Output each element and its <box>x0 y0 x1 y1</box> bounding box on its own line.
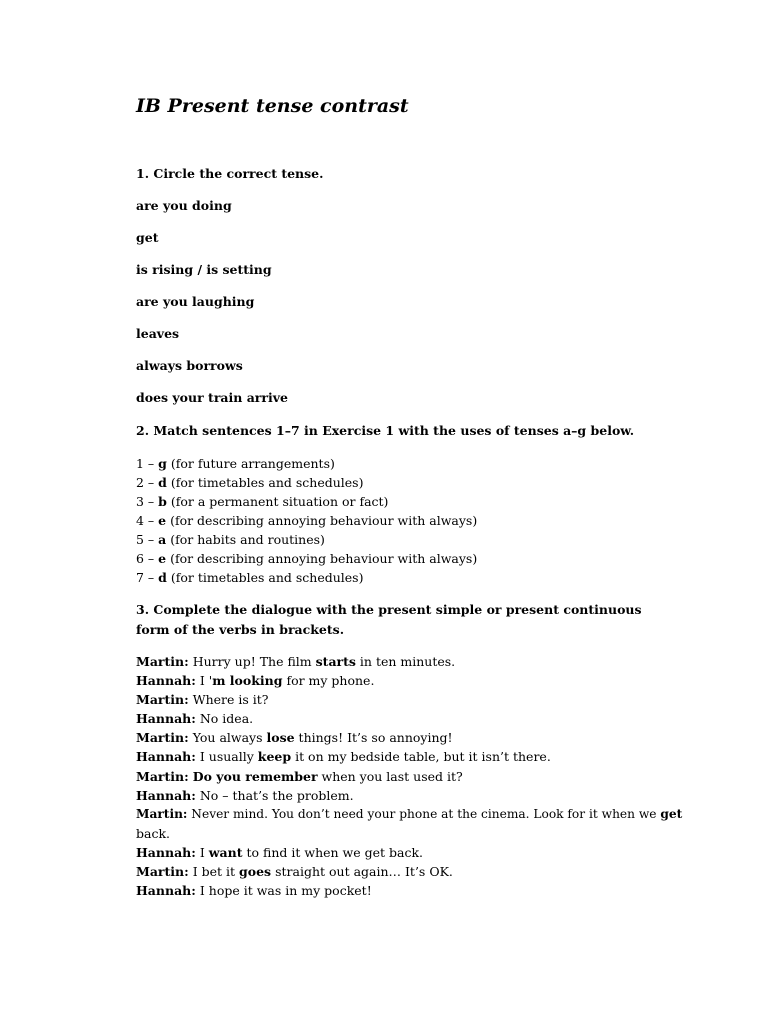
dialogue-text: No idea. <box>195 711 254 726</box>
dialogue-text: back. <box>136 826 171 841</box>
match-letter: e <box>158 513 167 528</box>
exercise-3-heading: 3. Complete the dialogue with the present simple or present continuous form of the verbs in brackets. <box>136 602 642 637</box>
match-separator: – <box>143 532 159 547</box>
match-description: (for timetables and schedules) <box>166 570 364 585</box>
dialogue-line <box>136 786 354 805</box>
dialogue-speaker: Hannah: <box>136 711 196 726</box>
dialogue-text: to find it when we get back. <box>242 845 424 860</box>
match-letter: d <box>158 570 167 585</box>
document-title: IB Present tense contrast <box>136 95 409 117</box>
dialogue-text: things! It’s so annoying! <box>294 730 453 745</box>
dialogue-line <box>136 767 463 786</box>
dialogue-verb: get <box>660 807 683 821</box>
dialogue-verb: m looking <box>212 673 283 688</box>
dialogue-speaker: Martin: <box>136 654 189 669</box>
dialogue-text: it on my bedside table, but it isn’t there. <box>291 749 551 764</box>
exercise-1-answer: is rising / is setting <box>136 262 272 277</box>
match-letter: e <box>158 551 167 566</box>
dialogue-speaker: Martin: <box>136 864 189 879</box>
match-separator: – <box>143 551 159 566</box>
match-letter: g <box>158 456 167 471</box>
dialogue-speaker: Hannah: <box>136 749 196 764</box>
dialogue-speaker: Hannah: <box>136 883 196 898</box>
match-number: 1 <box>136 456 144 471</box>
dialogue-speaker: Martin: <box>136 769 189 784</box>
dialogue-line <box>136 824 170 843</box>
match-letter: b <box>158 494 167 509</box>
match-number: 6 <box>136 551 144 566</box>
dialogue-text: I usually <box>195 749 258 764</box>
dialogue-text: Never mind. You don’t need your phone at the cinema. Look for it when we <box>187 807 661 821</box>
dialogue-line <box>136 671 374 690</box>
match-line <box>136 568 363 587</box>
exercise-1-answer: does your train arrive <box>136 390 288 405</box>
match-line <box>136 454 335 473</box>
match-description: (for timetables and schedules) <box>166 475 364 490</box>
match-separator: – <box>143 513 159 528</box>
dialogue-line <box>136 862 453 881</box>
exercise-2-heading: 2. Match sentences 1–7 in Exercise 1 with the uses of tenses a–g below. <box>136 423 635 438</box>
dialogue-line <box>136 881 372 900</box>
dialogue-text: I <box>195 845 209 860</box>
dialogue-line <box>136 728 453 747</box>
match-line <box>136 549 477 568</box>
dialogue-verb: want <box>208 845 243 860</box>
dialogue-text: for my phone. <box>282 673 375 688</box>
exercise-1-answer: always borrows <box>136 358 243 373</box>
match-line <box>136 473 363 492</box>
match-separator: – <box>143 570 159 585</box>
match-letter: d <box>158 475 167 490</box>
dialogue-speaker: Hannah: <box>136 788 196 803</box>
exercise-1-answer: get <box>136 230 159 245</box>
dialogue-text: when you last used it? <box>317 769 463 784</box>
dialogue-verb: keep <box>257 749 292 764</box>
dialogue-verb: starts <box>315 654 356 669</box>
dialogue-line <box>136 747 551 766</box>
exercise-1-answer: are you doing <box>136 198 232 213</box>
match-description: (for future arrangements) <box>166 456 335 471</box>
exercise-1-answer: are you laughing <box>136 294 255 309</box>
match-letter: a <box>158 532 167 547</box>
dialogue-line <box>136 690 268 709</box>
match-separator: – <box>143 475 159 490</box>
match-line <box>136 492 388 511</box>
dialogue-text: No – that’s the problem. <box>195 788 354 803</box>
match-description: (for habits and routines) <box>166 532 325 547</box>
match-description: (for describing annoying behaviour with always) <box>166 513 478 528</box>
dialogue-text: straight out again… It’s OK. <box>271 864 453 879</box>
match-number: 4 <box>136 513 144 528</box>
dialogue-line <box>136 805 682 824</box>
dialogue-verb: Do you remember <box>192 769 318 784</box>
dialogue-text: You always <box>188 730 267 745</box>
dialogue-text: Where is it? <box>188 692 269 707</box>
match-line <box>136 530 325 549</box>
match-separator: – <box>143 456 159 471</box>
dialogue-speaker: Martin: <box>136 692 189 707</box>
dialogue-speaker: Hannah: <box>136 673 196 688</box>
match-line <box>136 511 477 530</box>
match-number: 3 <box>136 494 144 509</box>
dialogue-speaker: Hannah: <box>136 845 196 860</box>
dialogue-text: in ten minutes. <box>355 654 456 669</box>
match-number: 5 <box>136 532 144 547</box>
exercise-1-answer: leaves <box>136 326 180 341</box>
exercise-1-heading: 1. Circle the correct tense. <box>136 166 324 181</box>
dialogue-line <box>136 843 423 862</box>
dialogue-text: I bet it <box>188 864 240 879</box>
dialogue-text: Hurry up! The film <box>188 654 316 669</box>
match-description: (for describing annoying behaviour with always) <box>166 551 478 566</box>
dialogue-verb: goes <box>239 864 272 879</box>
dialogue-text: I hope it was in my pocket! <box>195 883 372 898</box>
dialogue-line <box>136 652 455 671</box>
match-separator: – <box>143 494 159 509</box>
match-number: 2 <box>136 475 144 490</box>
dialogue-speaker: Martin: <box>136 807 188 821</box>
match-number: 7 <box>136 570 144 585</box>
dialogue-text: I ' <box>195 673 213 688</box>
dialogue-line <box>136 709 253 728</box>
dialogue-speaker: Martin: <box>136 730 189 745</box>
dialogue-verb: lose <box>266 730 295 745</box>
match-description: (for a permanent situation or fact) <box>166 494 389 509</box>
